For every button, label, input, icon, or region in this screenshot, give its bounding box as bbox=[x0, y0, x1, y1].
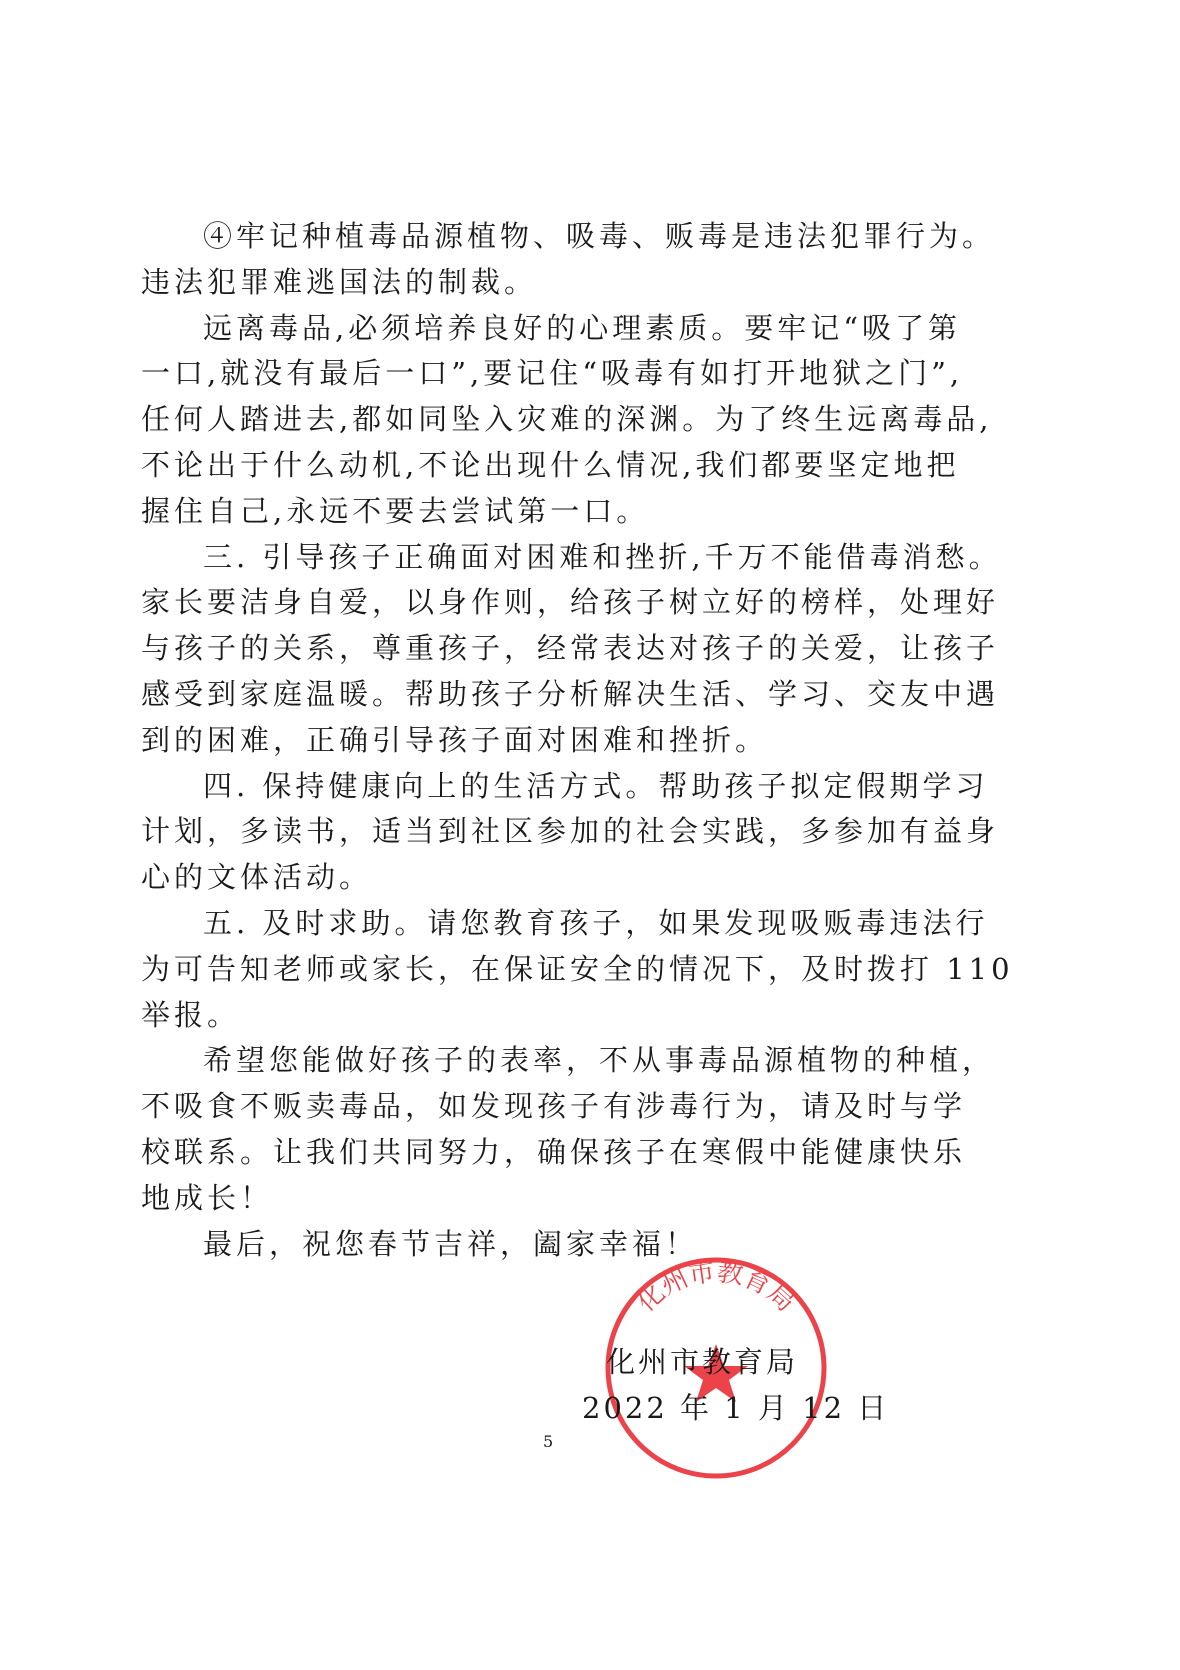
paragraph-line: 违法犯罪难逃国法的制裁。 bbox=[141, 264, 538, 299]
signature-date: 2022 年 1 月 12 日 bbox=[582, 1391, 890, 1425]
paragraph-line: 不吸食不贩卖毒品，如发现孩子有涉毒行为，请及时与学 bbox=[141, 1089, 967, 1124]
paragraph-line: 举报。 bbox=[141, 997, 241, 1032]
paragraph-line: 感受到家庭温暖。帮助孩子分析解决生活、学习、交友中遇 bbox=[141, 676, 1000, 711]
paragraph-line: 三. 引导孩子正确面对困难和挫折,千万不能借毒消愁。 bbox=[203, 539, 1002, 574]
document-body bbox=[141, 214, 1014, 1267]
paragraph-line: 计划，多读书，适当到社区参加的社会实践，多参加有益身 bbox=[141, 814, 1000, 849]
paragraph-line: 校联系。让我们共同努力，确保孩子在寒假中能健康快乐 bbox=[141, 1134, 967, 1169]
paragraph-line: 希望您能做好孩子的表率，不从事毒品源植物的种植， bbox=[203, 1043, 996, 1078]
paragraph-line: ④牢记种植毒品源植物、吸毒、贩毒是违法犯罪行为。 bbox=[203, 219, 996, 253]
paragraph-line: 与孩子的关系，尊重孩子，经常表达对孩子的关爱，让孩子 bbox=[141, 631, 1000, 666]
paragraph-line: 最后，祝您春节吉祥，阖家幸福！ bbox=[203, 1226, 699, 1261]
page-number: 5 bbox=[543, 1432, 554, 1451]
paragraph-line: 地成长！ bbox=[141, 1180, 274, 1215]
paragraph-line: 远离毒品,必须培养良好的心理素质。要牢记“吸了第 bbox=[203, 310, 962, 345]
paragraph-line: 为可告知老师或家长，在保证安全的情况下，及时拨打 110 bbox=[141, 951, 1014, 986]
paragraph-line: 家长要洁身自爱，以身作则，给孩子树立好的榜样，处理好 bbox=[141, 585, 1000, 620]
paragraph-line: 四. 保持健康向上的生活方式。帮助孩子拟定假期学习 bbox=[203, 768, 989, 803]
signature-organization: 化州市教育局 bbox=[606, 1345, 799, 1379]
seal-text: 化州市教育局 bbox=[631, 1257, 801, 1318]
paragraph-line: 一口,就没有最后一口”,要记住“吸毒有如打开地狱之门”, bbox=[141, 356, 964, 391]
paragraph-line: 到的困难，正确引导孩子面对困难和挫折。 bbox=[141, 722, 769, 757]
paragraph-line: 任何人踏进去,都如同坠入灾难的深渊。为了终生远离毒品, bbox=[141, 402, 993, 437]
paragraph-line: 不论出于什么动机,不论出现什么情况,我们都要坚定地把 bbox=[141, 447, 960, 482]
paragraph-line: 握住自己,永远不要去尝试第一口。 bbox=[141, 493, 650, 528]
paragraph-line: 心的文体活动。 bbox=[141, 860, 373, 895]
paragraph-line: 五. 及时求助。请您教育孩子，如果发现吸贩毒违法行 bbox=[203, 905, 989, 940]
